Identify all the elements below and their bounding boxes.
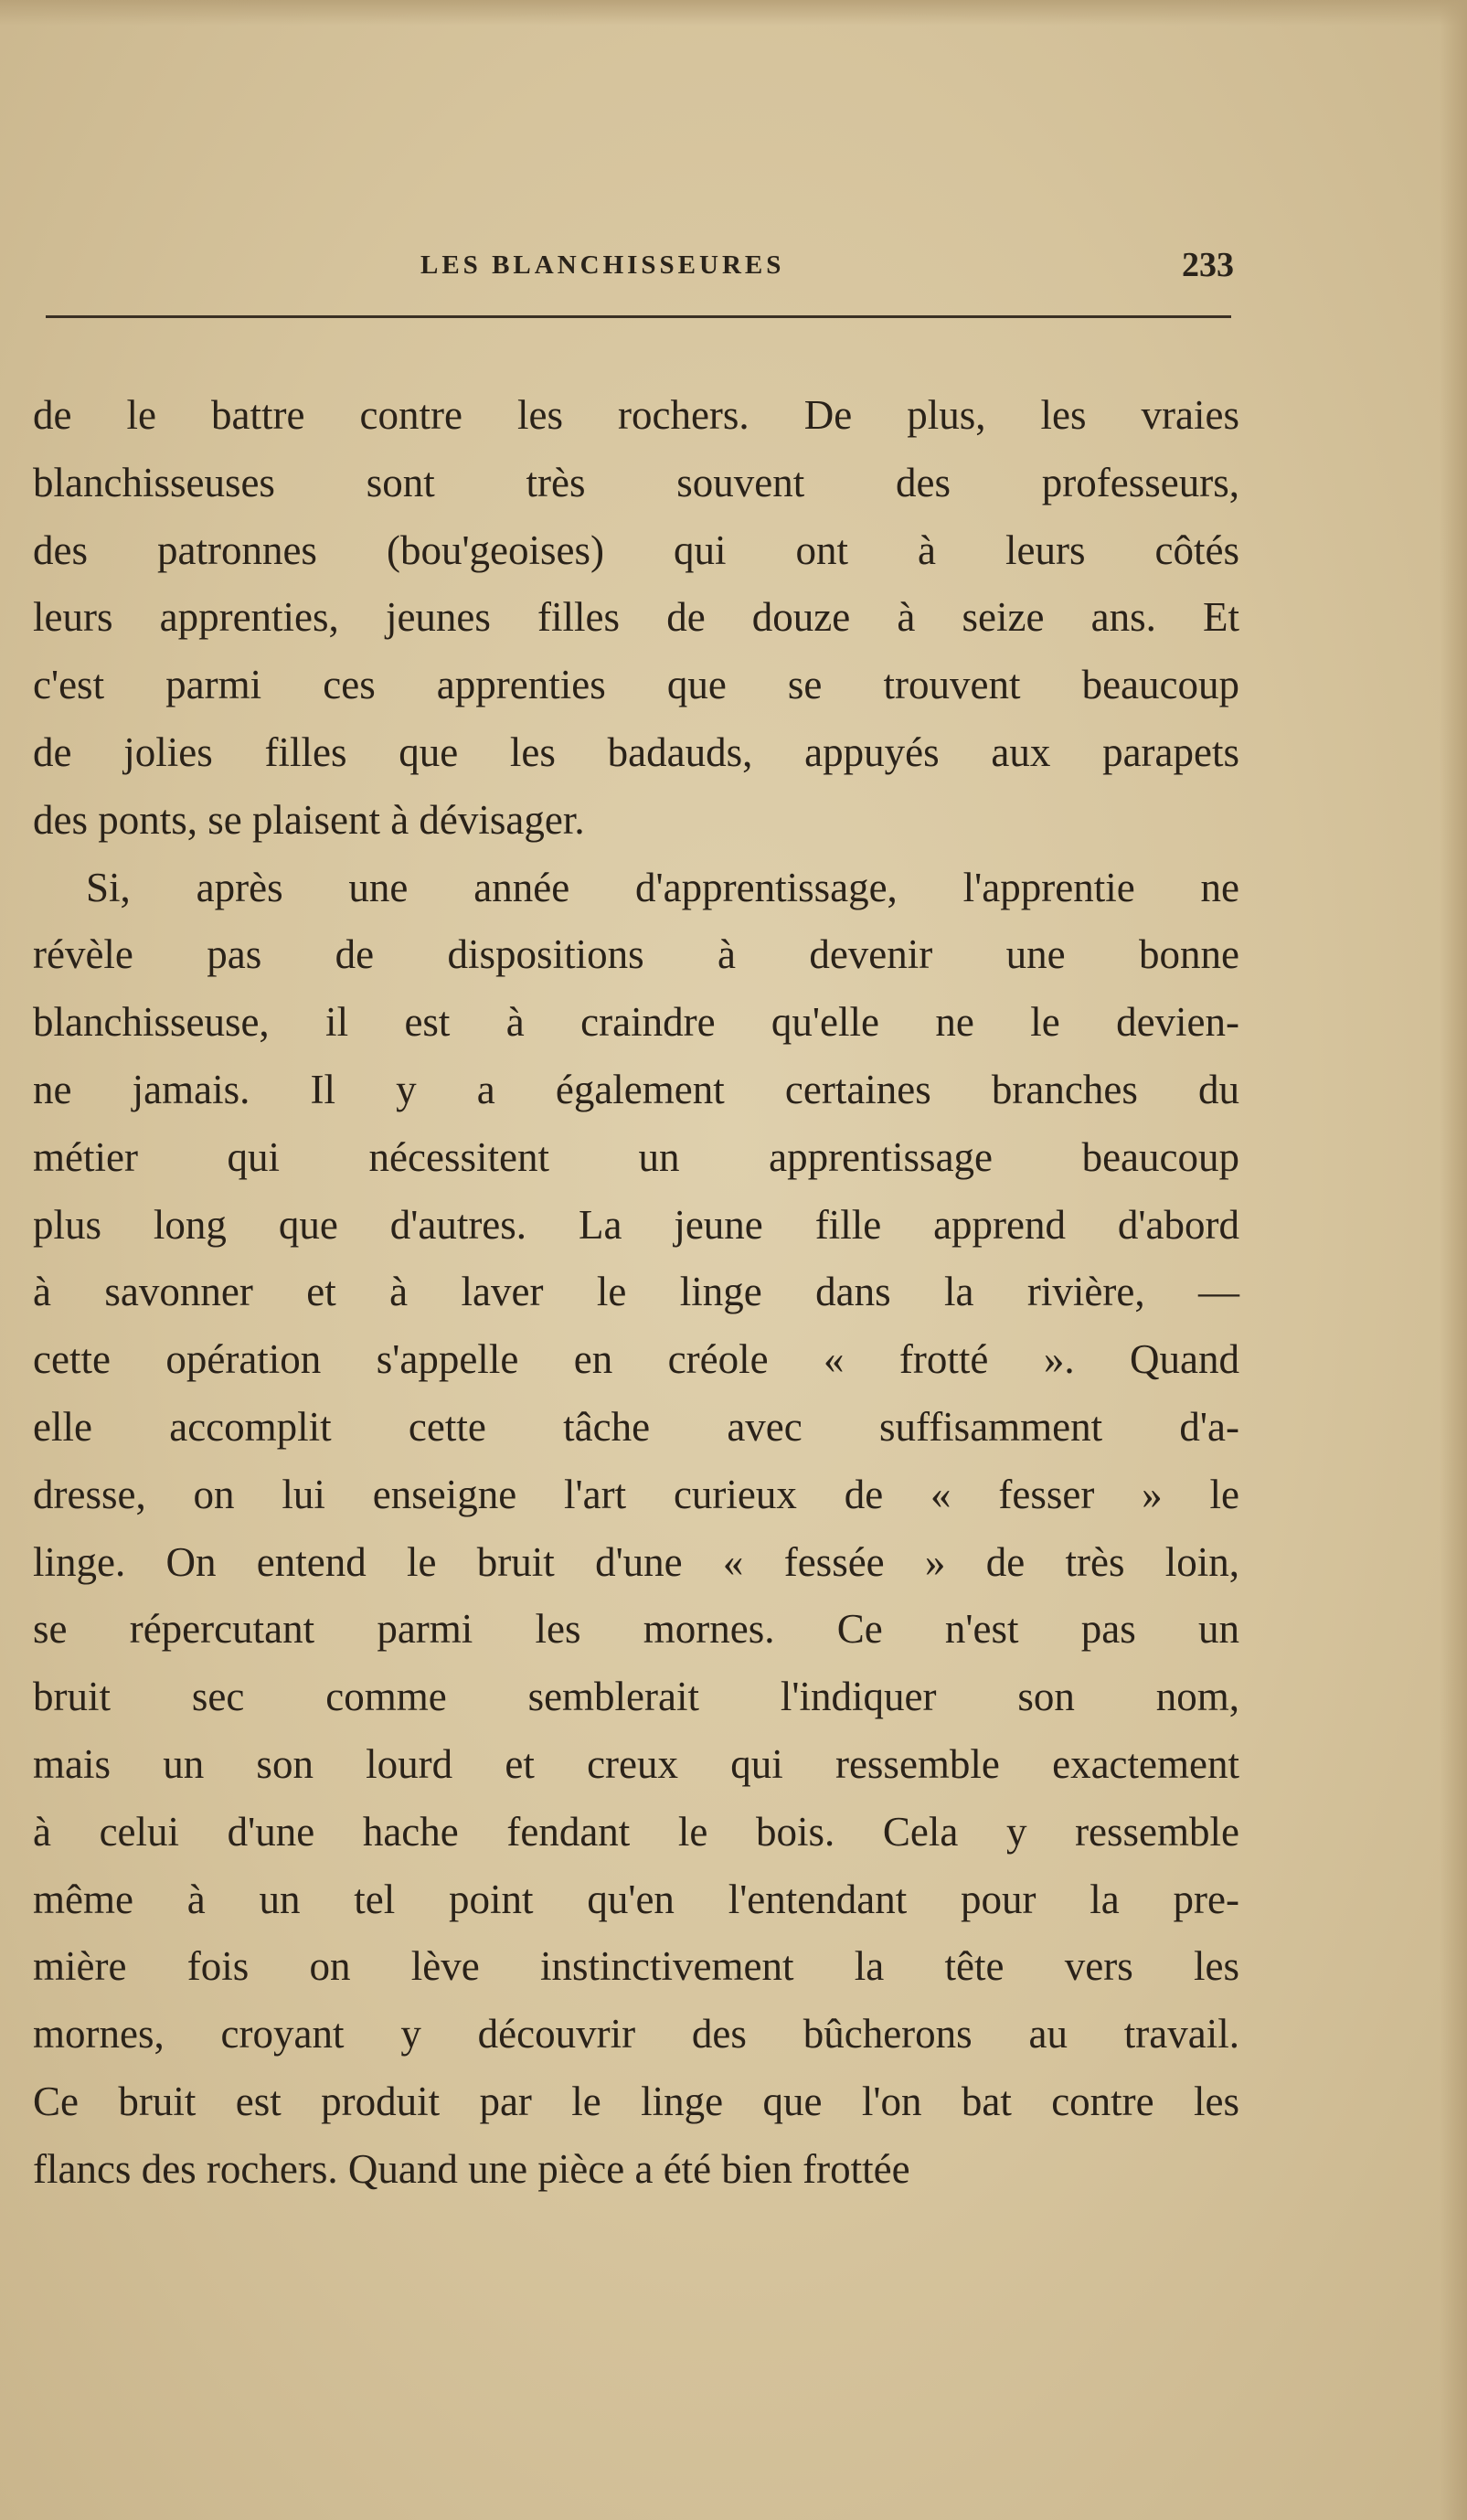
text-line: à savonner et à laver le linge dans la rivière, — [33, 1269, 1239, 1315]
text-line: c'est parmi ces apprenties que se trouvent beaucoup [33, 662, 1239, 708]
text-line: de jolies filles que les badauds, appuyés aux parapets [33, 728, 1239, 775]
body-text [33, 382, 1239, 2204]
text-line: à celui d'une hache fendant le bois. Cela y ressemble [33, 1808, 1239, 1855]
page-top-edge-shading [0, 0, 1467, 26]
text-line: bruit sec comme semblerait l'indiquer son nom, [33, 1674, 1239, 1720]
text-line: dresse, on lui enseigne l'art curieux de « fesser » le [33, 1471, 1239, 1517]
text-line: Si, après une année d'apprentissage, l'apprentie ne [86, 864, 1239, 910]
page-number: 233 [1182, 246, 1234, 284]
running-title: LES BLANCHISSEURES [420, 250, 785, 280]
text-line: mais un son lourd et creux qui ressemble exactement [33, 1740, 1239, 1787]
text-line: de le battre contre les rochers. De plus, les vraies [33, 392, 1239, 438]
text-line: ne jamais. Il y a également certaines branches du [33, 1066, 1239, 1112]
header-rule [46, 315, 1231, 318]
text-line: blanchisseuse, il est à craindre qu'elle ne le devien- [33, 999, 1239, 1046]
text-line: révèle pas de dispositions à devenir une bonne [33, 931, 1239, 978]
text-line: des patronnes (bou'geoises) qui ont à leurs côtés [33, 526, 1239, 573]
text-line: Ce bruit est produit par le linge que l'on bat contre les [33, 2078, 1239, 2124]
text-line: métier qui nécessitent un apprentissage beaucoup [33, 1133, 1239, 1180]
text-line: elle accomplit cette tâche avec suffisamment d'a- [33, 1403, 1239, 1450]
text-line: des ponts, se plaisent à dévisager. [33, 796, 585, 843]
text-line: leurs apprenties, jeunes filles de douze à seize ans. Et [33, 594, 1239, 641]
page-right-edge-shading [1440, 0, 1467, 2520]
text-line: blanchisseuses sont très souvent des professeurs, [33, 459, 1239, 505]
text-line: flancs des rochers. Quand une pièce a été bien frottée [33, 2145, 910, 2192]
text-line: mière fois on lève instinctivement la tête vers les [33, 1943, 1239, 1990]
text-line: mornes, croyant y découvrir des bûcherons au travail. [33, 2011, 1239, 2057]
text-line: cette opération s'appelle en créole « frotté ». Quand [33, 1336, 1239, 1383]
text-line: se répercutant parmi les mornes. Ce n'est pas un [33, 1606, 1239, 1653]
running-head [37, 245, 1234, 300]
text-line: plus long que d'autres. La jeune fille apprend d'abord [33, 1201, 1239, 1248]
text-line: linge. On entend le bruit d'une « fessée » de très loin, [33, 1538, 1239, 1585]
text-line: même à un tel point qu'en l'entendant pour la pre- [33, 1876, 1239, 1922]
